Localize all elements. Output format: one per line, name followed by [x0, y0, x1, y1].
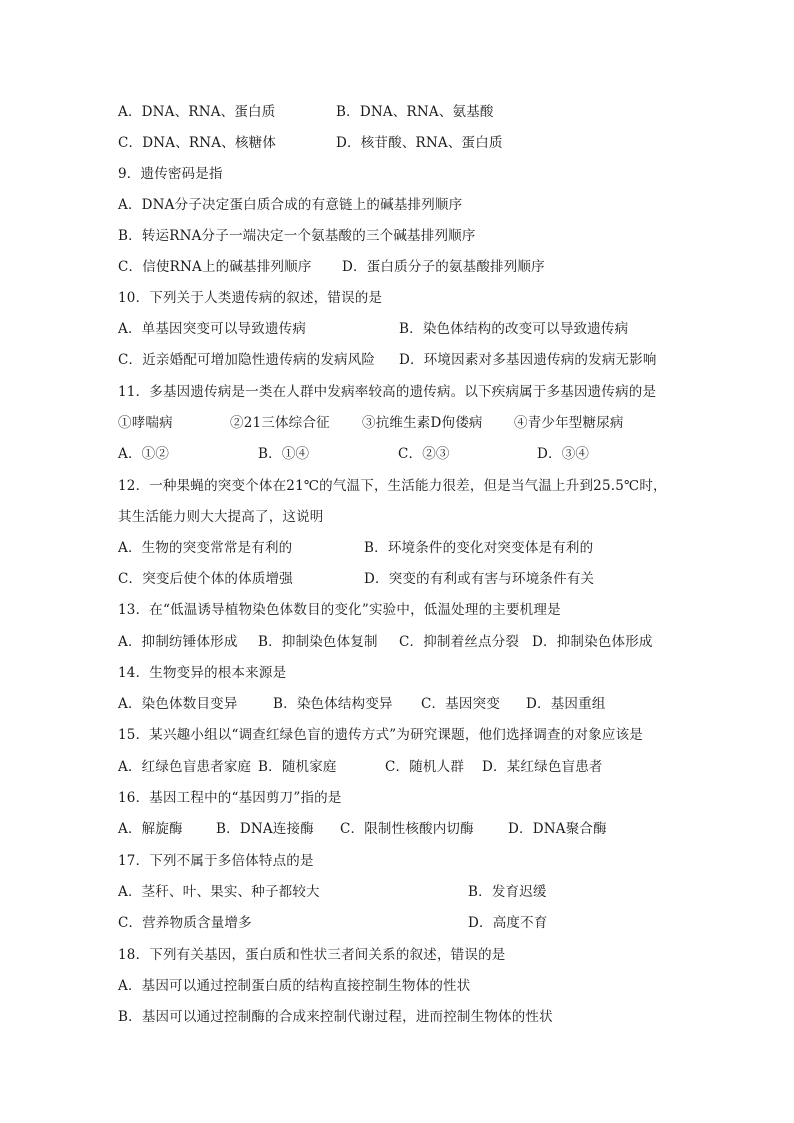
q13-option-a: A．抑制纺锤体形成: [118, 634, 238, 650]
q8-option-c: C．DNA、RNA、核糖体: [118, 135, 277, 151]
q14-option-d: D．基因重组: [526, 696, 606, 712]
q16-option-b: B．DNA连接酶: [216, 821, 314, 837]
q16-text: 16．基因工程中的“基因剪刀”指的是: [118, 790, 342, 806]
q14-option-b: B．染色体结构变异: [273, 696, 393, 712]
q9-option-b: B．转运RNA分子一端决定一个氨基酸的三个碱基排列顺序: [118, 228, 476, 244]
q11-option-a: A．①②: [118, 446, 170, 462]
q13-option-d: D．抑制染色体形成: [532, 634, 653, 650]
q15-option-a: A．红绿色盲患者家庭: [118, 759, 252, 775]
q8-option-b: B．DNA、RNA、氨基酸: [336, 104, 494, 120]
q14-option-c: C．基因突变: [421, 696, 501, 712]
q10-option-b: B．染色体结构的改变可以导致遗传病: [399, 321, 629, 337]
q17-option-d: D．高度不育: [468, 915, 548, 931]
q11-option-c: C．②③: [398, 446, 450, 462]
q13-option-b: B．抑制染色体复制: [258, 634, 378, 650]
q12-option-a: A．生物的突变常常是有利的: [118, 540, 293, 556]
q9-text: 9．遗传密码是指: [118, 166, 223, 182]
q10-text: 10．下列关于人类遗传病的叙述，错误的是: [118, 290, 383, 306]
q12-option-c: C．突变后使个体的体质增强: [118, 571, 293, 587]
q18-option-a: A．基因可以通过控制蛋白质的结构直接控制生物体的性状: [118, 978, 471, 994]
q10-option-a: A．单基因突变可以导致遗传病: [118, 321, 307, 337]
q10-option-d: D．环境因素对多基因遗传病的发病无影响: [399, 352, 657, 368]
q14-option-a: A．染色体数目变异: [118, 696, 238, 712]
q17-option-a: A．茎秆、叶、果实、种子都较大: [118, 884, 320, 900]
q18-option-b: B．基因可以通过控制酶的合成来控制代谢过程，进而控制生物体的性状: [118, 1009, 553, 1025]
q12-text-1: 12．一种果蝇的突变个体在21℃的气温下，生活能力很差，但是当气温上升到25.5℃时，: [118, 478, 667, 494]
q16-option-a: A．解旋酶: [118, 821, 183, 837]
q12-option-d: D．突变的有利或有害与环境条件有关: [364, 571, 595, 587]
q15-option-b: B．随机家庭: [258, 759, 337, 775]
q12-text-2: 其生活能力则大大提高了，这说明: [118, 509, 324, 525]
q16-option-d: D．DNA聚合酶: [508, 821, 607, 837]
q11-item-3: ③抗维生素D佝偻病: [362, 415, 483, 431]
q16-option-c: C．限制性核酸内切酶: [340, 821, 474, 837]
q11-item-4: ④青少年型糖尿病: [514, 415, 624, 431]
q11-item-1: ①哮喘病: [118, 415, 173, 431]
q8-option-d: D．核苷酸、RNA、蛋白质: [336, 135, 503, 151]
q15-option-c: C．随机人群: [385, 759, 465, 775]
q17-option-c: C．营养物质含量增多: [118, 915, 252, 931]
q17-option-b: B．发育迟缓: [468, 884, 547, 900]
q13-option-c: C．抑制着丝点分裂: [399, 634, 520, 650]
q9-option-a: A．DNA分子决定蛋白质合成的有意链上的碱基排列顺序: [118, 197, 463, 213]
q14-text: 14．生物变异的根本来源是: [118, 665, 287, 681]
q13-text: 13．在“低温诱导植物染色体数目的变化”实验中，低温处理的主要机理是: [118, 602, 561, 618]
q12-option-b: B．环境条件的变化对突变体是有利的: [364, 540, 594, 556]
q11-option-d: D．③④: [537, 446, 590, 462]
q10-option-c: C．近亲婚配可增加隐性遗传病的发病风险: [118, 352, 376, 368]
q11-item-2: ②21三体综合征: [230, 415, 330, 431]
q11-text: 11．多基因遗传病是一类在人群中发病率较高的遗传病。以下疾病属于多基因遗传病的是: [118, 384, 657, 400]
q18-text: 18．下列有关基因，蛋白质和性状三者间关系的叙述，错误的是: [118, 947, 506, 963]
q11-option-b: B．①④: [258, 446, 310, 462]
q15-text: 15．某兴趣小组以“调查红绿色盲的遗传方式”为研究课题，他们选择调查的对象应该是: [118, 727, 643, 743]
q9-option-d: D．蛋白质分子的氨基酸排列顺序: [342, 259, 545, 275]
q15-option-d: D．某红绿色盲患者: [482, 759, 603, 775]
q17-text: 17．下列不属于多倍体特点的是: [118, 853, 314, 869]
q8-option-a: A．DNA、RNA、蛋白质: [118, 104, 276, 120]
q9-option-c: C．信使RNA上的碱基排列顺序: [118, 259, 312, 275]
